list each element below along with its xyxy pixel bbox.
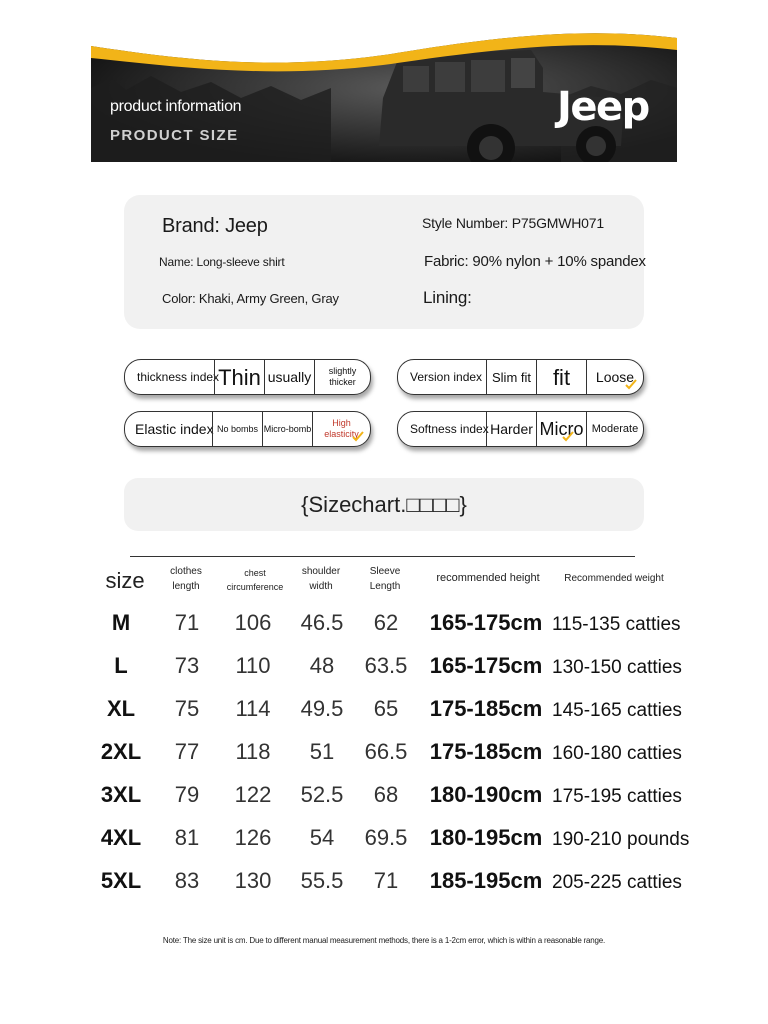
measurement-note: Note: The size unit is cm. Due to different manual measurement methods, there is a 1-2cm error, which is within a reasonable range. [162, 936, 606, 945]
cell-length: 73 [174, 653, 200, 678]
header-recommended-height: recommended height [436, 572, 540, 584]
product-info-card [124, 195, 644, 329]
fabric-field: Fabric: 90% nylon + 10% spandex [424, 253, 646, 270]
softness-option-micro [536, 412, 586, 446]
cell-size: 3XL [100, 782, 142, 807]
thickness-option-thin: Thin [214, 360, 264, 394]
thickness-index-label: thickness index [137, 370, 220, 384]
cell-length: 81 [174, 825, 200, 850]
header-sleeve-line2: Length [369, 581, 401, 592]
cell-size: L [114, 653, 128, 678]
selected-check-icon [625, 378, 637, 390]
header-size: size [105, 568, 145, 593]
version-option-fit: fit [536, 360, 586, 394]
cell-weight: 130-150 catties [552, 657, 682, 678]
cell-weight: 190-210 pounds [552, 829, 690, 850]
selected-check-icon [352, 430, 364, 442]
elastic-option-no-bombs: No bombs [212, 412, 262, 446]
cell-sleeve: 68 [373, 782, 399, 807]
color-field: Color: Khaki, Army Green, Gray [162, 291, 339, 306]
cell-size: 5XL [100, 868, 142, 893]
cell-chest: 114 [235, 696, 271, 721]
version-option-loose [586, 360, 643, 394]
cell-sleeve: 71 [373, 868, 399, 893]
selected-check-icon [562, 430, 574, 442]
cell-size: XL [106, 696, 136, 721]
cell-length: 83 [174, 868, 200, 893]
name-field: Name: Long-sleeve shirt [159, 255, 285, 269]
cell-size: 4XL [100, 825, 142, 850]
cell-height: 185-195cm [429, 868, 543, 893]
lining-field: Lining: [423, 288, 472, 307]
cell-shoulder: 54 [309, 825, 335, 850]
elastic-index-label: Elastic index [135, 421, 214, 437]
cell-height: 180-190cm [429, 782, 543, 807]
table-top-rule [130, 556, 635, 557]
cell-height: 180-195cm [429, 825, 543, 850]
header-shoulder-line2: width [309, 581, 333, 592]
style-number-field: Style Number: P75GMWH071 [422, 215, 604, 231]
brand-field: Brand: Jeep [162, 215, 268, 237]
cell-length: 75 [174, 696, 200, 721]
header-clothes-length-line1: clothes [170, 566, 202, 577]
header-clothes-length-line2: length [172, 581, 200, 592]
header-chest [220, 566, 290, 594]
cell-shoulder: 51 [309, 739, 335, 764]
cell-height: 175-185cm [429, 739, 543, 764]
cell-weight: 205-225 catties [552, 872, 682, 893]
cell-shoulder: 49.5 [300, 696, 344, 721]
softness-option-harder: Harder [486, 412, 536, 446]
cell-sleeve: 65 [373, 696, 399, 721]
cell-shoulder: 46.5 [300, 610, 344, 635]
cell-shoulder: 48 [309, 653, 335, 678]
thickness-index [124, 359, 371, 395]
version-option-loose-label: Loose [595, 368, 635, 385]
header-recommended-weight: Recommended weight [564, 573, 664, 584]
cell-chest: 130 [234, 868, 272, 893]
cell-weight: 145-165 catties [552, 700, 682, 721]
cell-size: 2XL [100, 739, 142, 764]
header-sleeve-line1: Sleeve [369, 566, 401, 577]
jeep-logo: Jeep [557, 84, 649, 130]
elastic-index [124, 411, 371, 447]
header-clothes-length [158, 564, 214, 594]
header-shoulder [293, 564, 349, 594]
cell-length: 71 [174, 610, 200, 635]
version-option-slim-fit: Slim fit [486, 360, 536, 394]
cell-chest: 122 [234, 782, 272, 807]
softness-index-label: Softness index [410, 422, 489, 436]
header-chest-line2: circumference [226, 582, 284, 592]
product-banner [91, 28, 677, 162]
cell-shoulder: 52.5 [300, 782, 344, 807]
cell-length: 79 [174, 782, 200, 807]
softness-option-moderate: Moderate [586, 412, 643, 446]
cell-chest: 106 [234, 610, 272, 635]
cell-weight: 160-180 catties [552, 743, 682, 764]
cell-height: 165-175cm [429, 653, 543, 678]
elastic-option-high-elasticity [312, 412, 370, 446]
cell-height: 165-175cm [429, 610, 543, 635]
cell-chest: 126 [234, 825, 272, 850]
cell-shoulder: 55.5 [300, 868, 344, 893]
cell-chest: 110 [235, 653, 271, 678]
cell-chest: 118 [235, 739, 271, 764]
elastic-option-high-elasticity-label: High elasticity [324, 418, 359, 439]
cell-height: 175-185cm [429, 696, 543, 721]
elastic-option-micro-bomb: Micro-bomb [262, 412, 312, 446]
cell-weight: 115-135 catties [552, 614, 681, 635]
version-index-label: Version index [410, 370, 483, 384]
cell-sleeve: 63.5 [364, 653, 408, 678]
header-shoulder-line1: shoulder [301, 566, 341, 577]
size-chart-heading: {Sizechart.□□□□} [124, 478, 644, 531]
thickness-option-slightly-thicker: slightly thicker [314, 360, 370, 394]
softness-index [397, 411, 644, 447]
cell-sleeve: 66.5 [364, 739, 408, 764]
banner-title: PRODUCT SIZE [110, 127, 239, 144]
cell-sleeve: 62 [373, 610, 399, 635]
header-sleeve [357, 564, 413, 594]
thickness-option-usually: usually [264, 360, 314, 394]
cell-length: 77 [174, 739, 200, 764]
cell-sleeve: 69.5 [364, 825, 408, 850]
cell-size: M [111, 610, 131, 635]
header-chest-line1: chest [244, 568, 266, 578]
softness-option-micro-label: Micro [539, 418, 584, 439]
version-index [397, 359, 644, 395]
banner-subtitle: product information [110, 98, 242, 115]
cell-weight: 175-195 catties [552, 786, 682, 807]
